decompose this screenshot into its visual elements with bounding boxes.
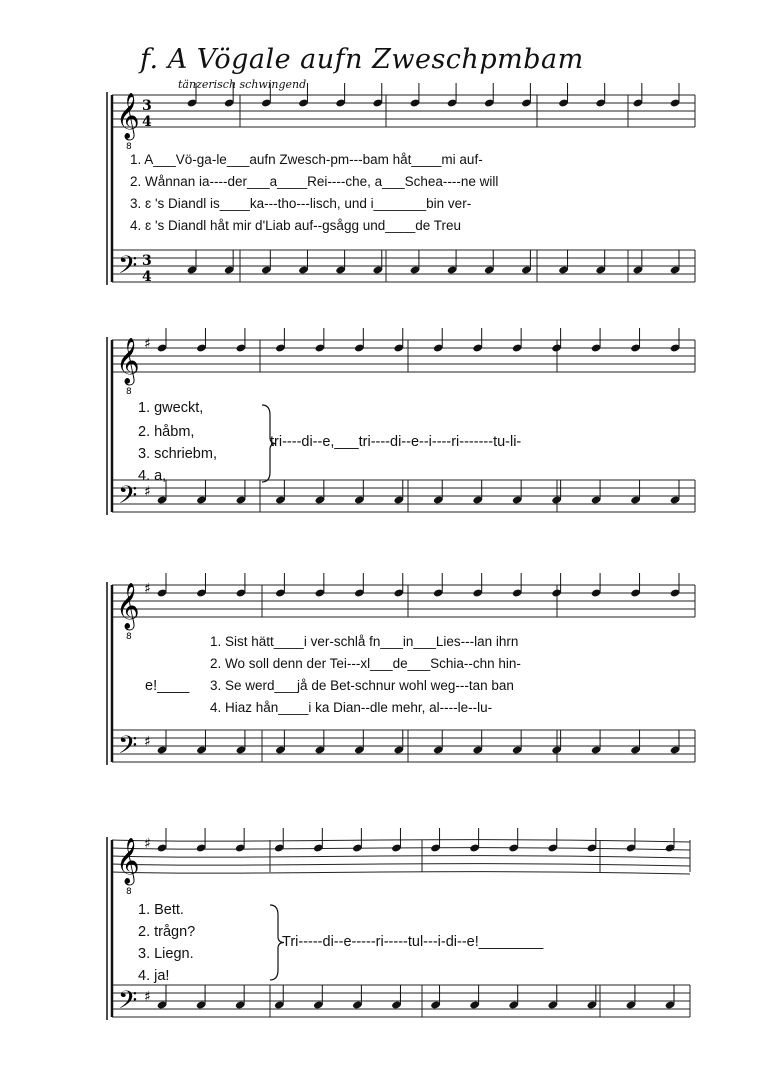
system2-chorus: tri----di--e,___tri----di--e--i----ri-------tu-li- — [270, 434, 522, 450]
system4-verse-1: 1. Bett. — [138, 902, 184, 918]
system2-verse-4: 4. a, — [138, 468, 167, 484]
system3-lead: e!____ — [145, 678, 190, 694]
sharp-icon: ♯ — [144, 484, 151, 500]
treble-clef-icon: 𝄞 — [116, 838, 140, 884]
verse-brace — [270, 905, 284, 980]
song-number: f. — [140, 44, 159, 75]
song-title-text: A Vögale aufn Zweschpmbam — [167, 44, 584, 75]
time-signature-top: 3 — [142, 253, 152, 269]
sharp-icon: ♯ — [144, 989, 151, 1005]
staff-line — [112, 856, 690, 858]
treble-clef-icon: 𝄞 — [116, 93, 140, 139]
bass-clef-icon: 𝄢 — [118, 731, 138, 766]
sharp-icon: ♯ — [144, 836, 151, 852]
clef-marks — [116, 93, 152, 1021]
octave-mark: 8 — [126, 142, 132, 152]
octave-mark: 8 — [126, 887, 132, 897]
bass-clef-icon: 𝄢 — [118, 251, 138, 286]
system2-verse-1: 1. gweckt, — [138, 400, 204, 416]
system4-verse-4: 4. ja! — [138, 968, 170, 984]
system4-verse-2: 2. trågn? — [138, 924, 196, 940]
tempo-marking: tänzerisch schwingend — [178, 78, 307, 91]
system3-verse-1: 1. Sist hätt____i ver-schlå fn___in___Lies---lan ihrn — [210, 634, 519, 649]
staff-lines — [107, 92, 695, 1020]
verse-brace — [262, 405, 276, 482]
system3-verse-3: 3. Se werd___jå de Bet-schnur wohl weg---tan ban — [210, 678, 514, 693]
treble-clef-icon: 𝄞 — [116, 338, 140, 384]
system1-verse-2: 2. Wånnan ia----der___a____Rei----che, a___Schea----ne will — [130, 174, 499, 189]
verse-braces — [262, 405, 284, 980]
bass-clef-icon: 𝄢 — [118, 986, 138, 1021]
staff-line — [112, 840, 690, 842]
system3-verse-4: 4. Hiaz hån____i ka Dian--dle mehr, al----le--lu- — [210, 700, 493, 715]
sharp-icon: ♯ — [144, 581, 151, 597]
octave-mark: 8 — [126, 387, 132, 397]
treble-clef-icon: 𝄞 — [116, 583, 140, 629]
note-heads — [157, 83, 681, 1010]
sharp-icon: ♯ — [144, 336, 151, 352]
system1-verse-1: 1. A___Vö-ga-le___aufn Zwesch-pm---bam håt____mi auf- — [130, 152, 483, 167]
staff-line — [112, 872, 690, 874]
system3-verse-2: 2. Wo soll denn der Tei---xl___de___Schia--chn hin- — [210, 656, 521, 671]
time-signature-bottom: 4 — [142, 269, 152, 285]
octave-mark: 8 — [126, 632, 132, 642]
time-signature-bottom: 4 — [142, 114, 152, 130]
system1-verse-4: 4. ɛ 's Diandl håt mir d'Liab auf--gsågg und____de Treu — [130, 218, 462, 233]
system2-verse-3: 3. schriebm, — [138, 446, 217, 462]
system4-verse-3: 3. Liegn. — [138, 946, 194, 962]
staff-line — [112, 864, 690, 866]
sharp-icon: ♯ — [144, 734, 151, 750]
time-signature-top: 3 — [142, 98, 152, 114]
system2-verse-2: 2. håbm, — [138, 424, 195, 440]
bass-clef-icon: 𝄢 — [118, 481, 138, 516]
system1-verse-3: 3. ɛ 's Diandl is____ka---tho---lisch, und i_______bin ver- — [130, 196, 472, 211]
system4-chorus: Tri-----di--e-----ri-----tul---i-di--e!________ — [282, 934, 544, 950]
